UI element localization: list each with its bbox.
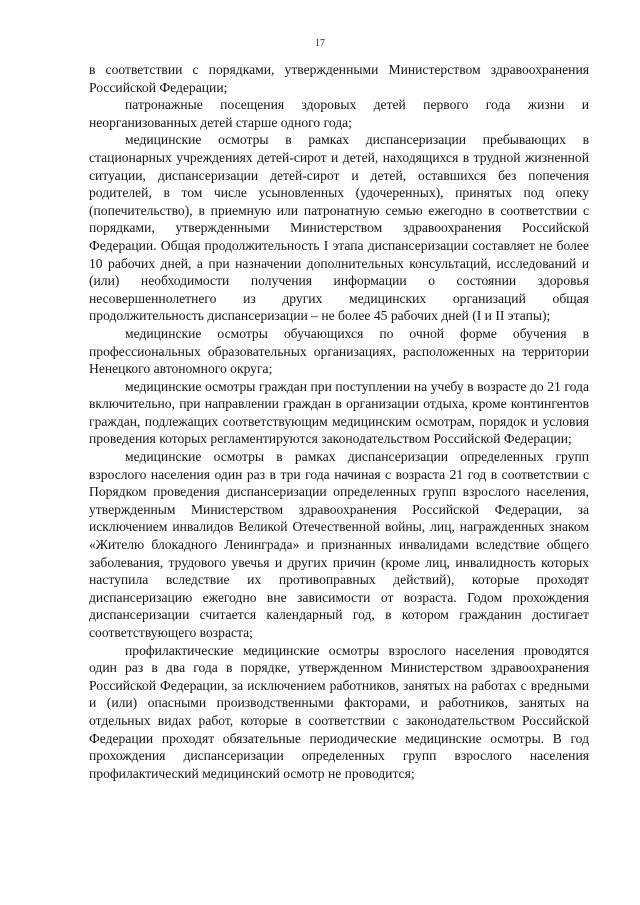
paragraph: медицинские осмотры обучающихся по очной форме обучения в профессиональных образовательных организациях, расположенных на территории Ненецкого автономного округа; xyxy=(89,325,589,377)
paragraph: в соответствии с порядками, утвержденными Министерством здравоохранения Российской Федерации; xyxy=(89,62,589,95)
page-number: 17 xyxy=(315,38,325,49)
paragraph: профилактические медицинские осмотры взрослого населения проводятся один раз в два года в порядке, утвержденном Министерством здравоохранения Российской Федерации, за исключением работников, занятых на работах с вредными и (или) опасными производственными факторами, и работников, занятых на отдельных видах работ, которые в соответствии с законодательством Российской Федерации проходят обязательные периодические медицинские осмотры. В год прохождения диспансеризации определенных групп взрослого населения профилактический медицинский осмотр не проводится; xyxy=(89,642,589,781)
paragraph: патронажные посещения здоровых детей первого года жизни и неорганизованных детей старше одного года; xyxy=(89,97,589,130)
paragraph: медицинские осмотры в рамках диспансеризации определенных групп взрослого населения один раз в три года начиная с возраста 21 год в соответствии с Порядком проведения диспансеризации определенных групп взрослого населения, утвержденным Министерством здравоохранения Российской Федерации, за исключением инвалидов Великой Отечественной войны, лиц, награжденных знаком «Жителю блокадного Ленинграда» и признанных инвалидами вследствие общего заболевания, трудового увечья и других причин (кроме лиц, инвалидность которых наступила вследствие их противоправных действий), которые проходят диспансеризацию ежегодно вне зависимости от возраста. Годом прохождения диспансеризации считается календарный год, в котором гражданин достигает соответствующего возраста; xyxy=(89,449,589,640)
paragraph: медицинские осмотры граждан при поступлении на учебу в возрасте до 21 года включительно, при направлении граждан в организации отдыха, кроме контингентов граждан, подлежащих соответствующим медицинским осмотрам, порядок и условия проведения которых регламентируются законодательством Российской Федерации; xyxy=(89,378,589,447)
paragraph: медицинские осмотры в рамках диспансеризации пребывающих в стационарных учреждениях детей-сирот и детей, находящихся в трудной жизненной ситуации, диспансеризации детей-сирот и детей, оставшихся без попечения родителей, в том числе усыновленных (удочеренных), принятых под опеку (попечительство), в приемную или патронатную семью ежегодно в соответствии с порядками, утвержденными Министерством здравоохранения Российской Федерации. Общая продолжительность I этапа диспансеризации составляет не более 10 рабочих дней, а при назначении дополнительных консультаций, исследований и (или) необходимости получения информации о состоянии здоровья несовершеннолетнего из других медицинских организаций общая продолжительность диспансеризации – не более 45 рабочих дней (I и II этапы); xyxy=(89,132,589,324)
document-body xyxy=(89,61,589,782)
